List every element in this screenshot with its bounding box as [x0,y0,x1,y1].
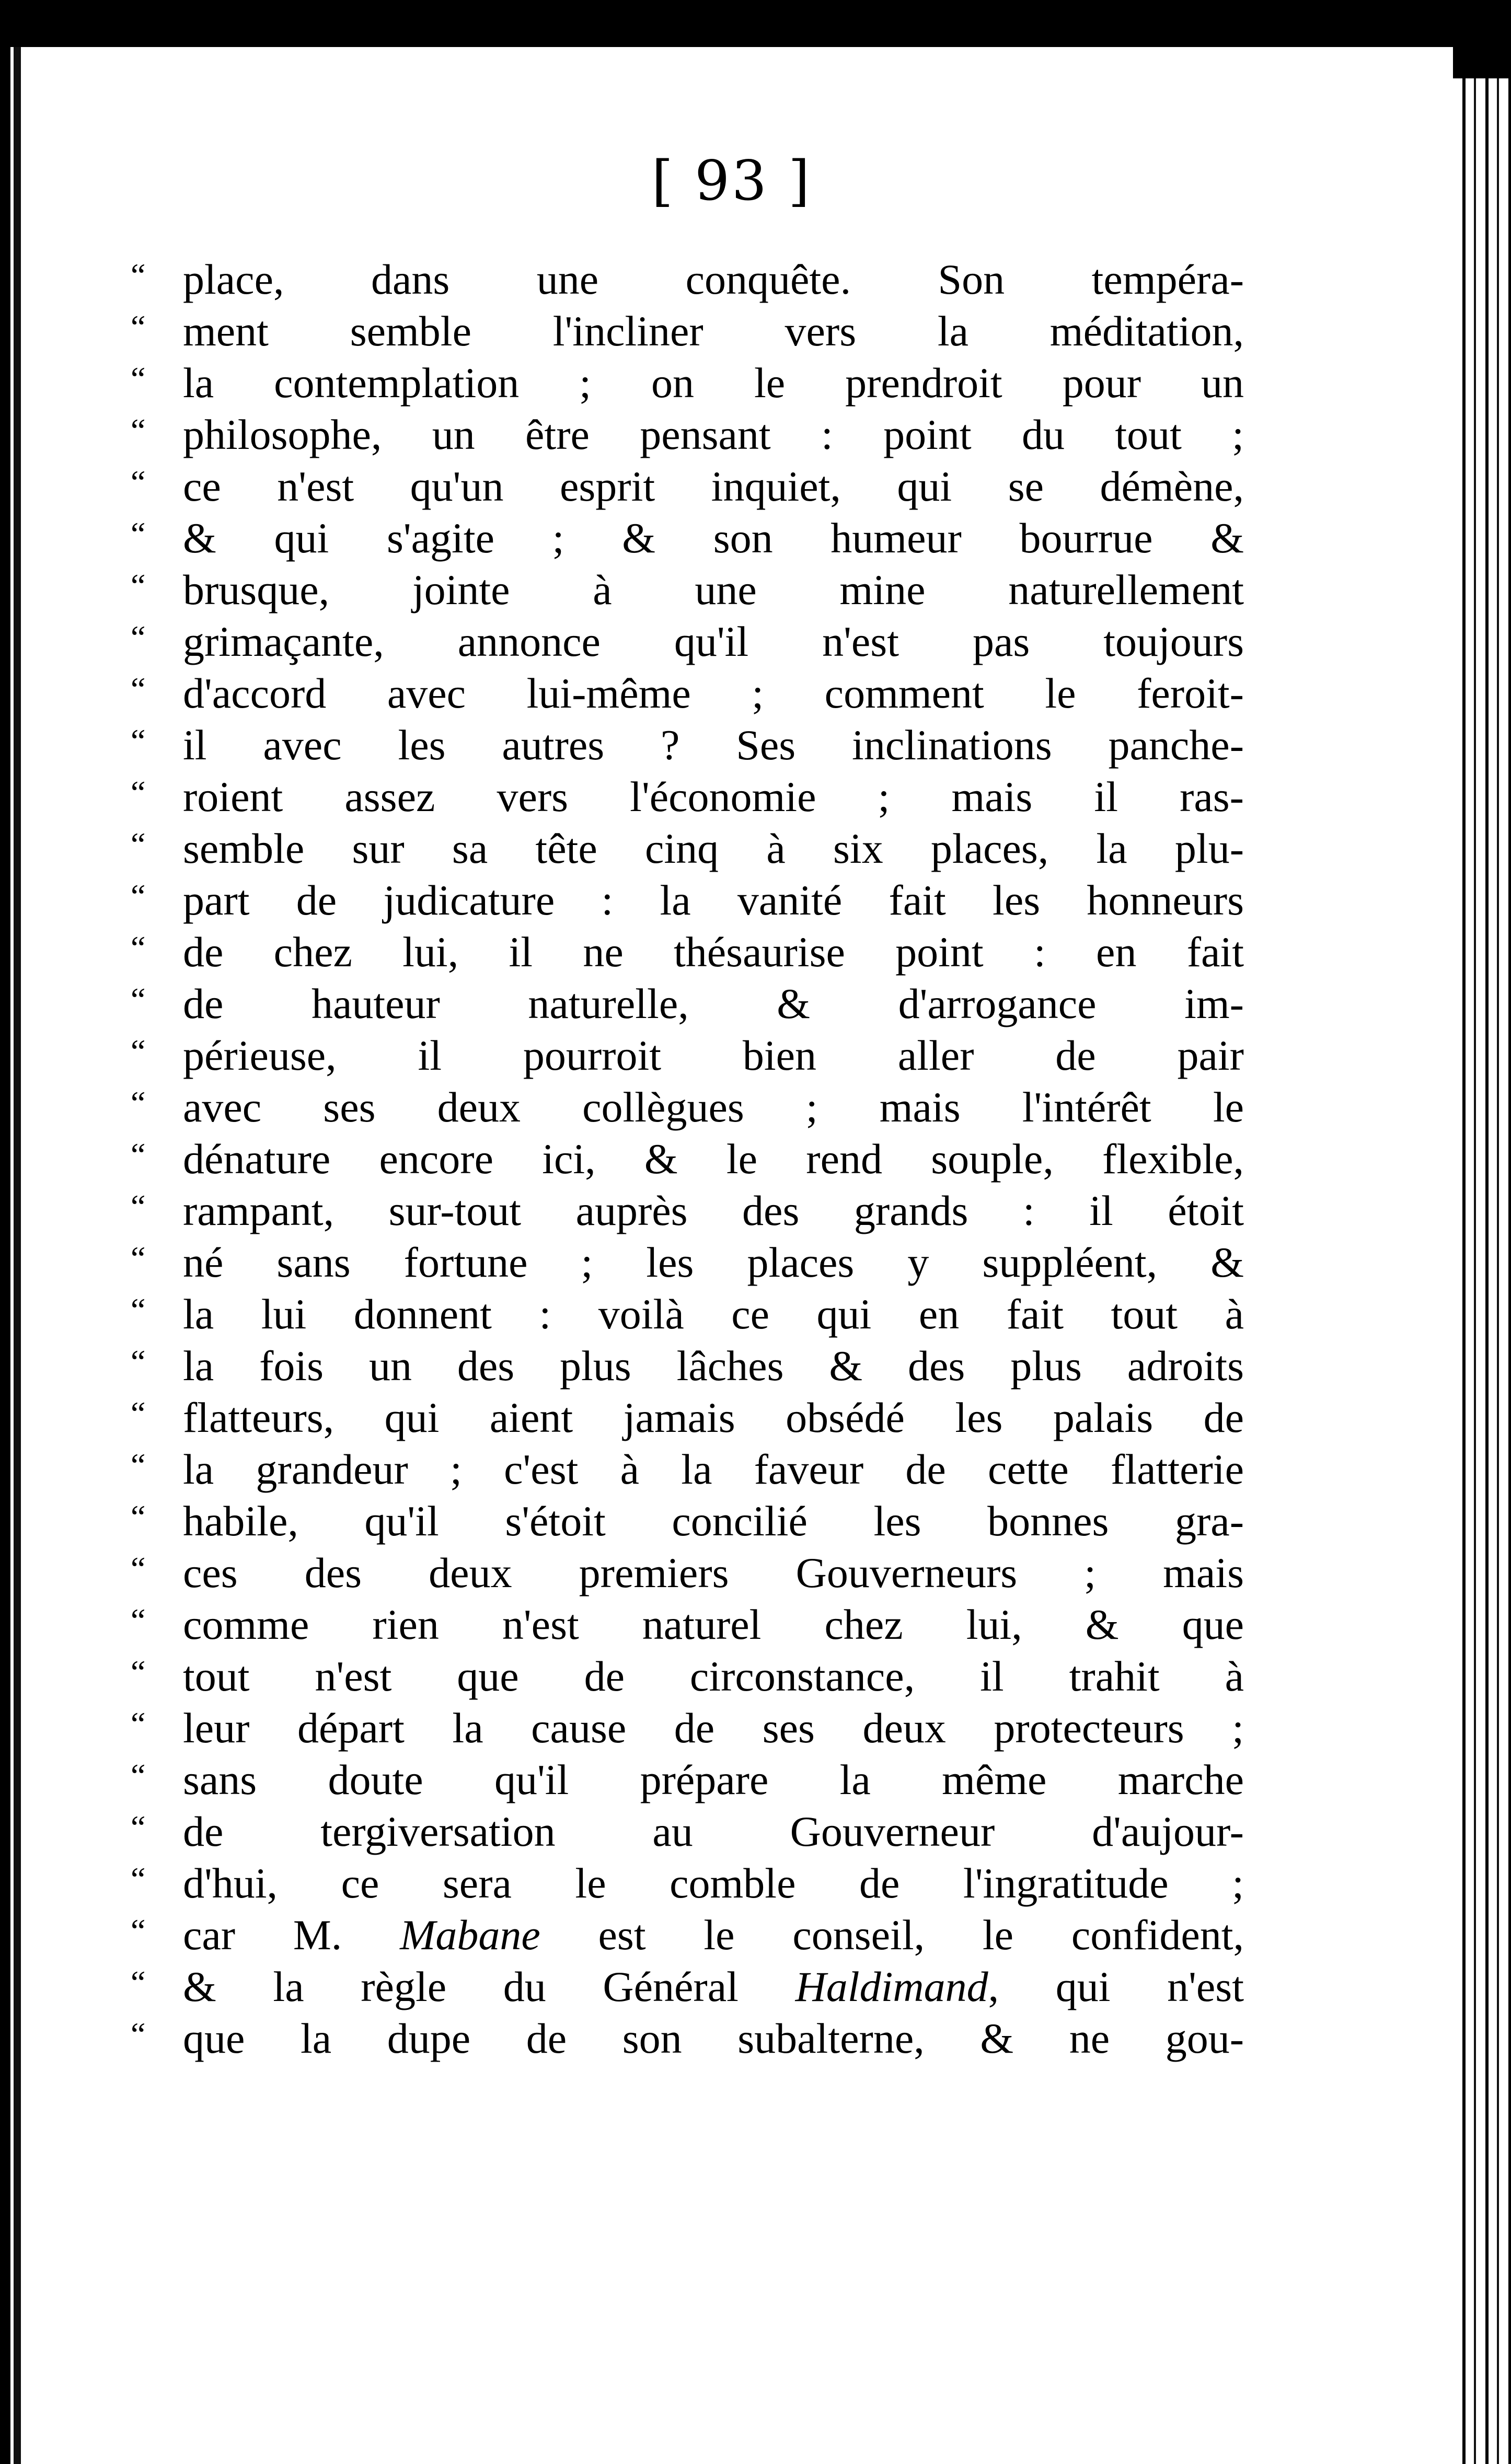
text-line [131,253,1244,305]
line-text: périeuse, il pourroit bien aller de pair [183,1032,1244,1079]
quote-mark: “ [131,360,146,397]
text-line [131,512,1244,564]
quote-mark: “ [131,1033,146,1070]
quote-mark: “ [131,619,146,656]
text-line [131,1185,1244,1236]
quote-mark: “ [131,464,146,501]
text-line [131,1806,1244,1857]
line-text: & la règle du Général Haldimand, qui n'est [183,1963,1244,2010]
line-text: il avec les autres ? Ses inclinations panche- [183,721,1244,769]
line-text: que la dupe de son subalterne, & ne gou- [183,2015,1244,2062]
text-line [131,357,1244,409]
page-number: [ 93 ] [651,149,812,213]
text-line [131,1961,1244,2012]
line-text: ces des deux premiers Gouverneurs ; mais [183,1549,1244,1597]
line-text: d'hui, ce sera le comble de l'ingratitude ; [183,1859,1244,1907]
line-text: brusque, jointe à une mine naturellement [183,566,1244,614]
text-line [131,1599,1244,1650]
line-text: flatteurs, qui aient jamais obsédé les palais de [183,1394,1244,1441]
text-line [131,1702,1244,1754]
text-line [131,1547,1244,1599]
line-text: ment semble l'incliner vers la méditation, [183,307,1244,355]
text-line [131,1236,1244,1288]
quote-mark: “ [131,722,146,759]
line-text: comme rien n'est naturel chez lui, & que [183,1601,1244,1648]
line-text: leur départ la cause de ses deux protecteurs ; [183,1704,1244,1752]
line-text: car M. Mabane est le conseil, le confident, [183,1911,1244,1959]
quote-mark: “ [131,1395,146,1432]
line-text: rampant, sur-tout auprès des grands : il étoit [183,1187,1244,1234]
text-line [131,1650,1244,1702]
quote-mark: “ [131,2016,146,2053]
line-text: avec ses deux collègues ; mais l'intérêt le [183,1083,1244,1131]
quote-mark: “ [131,412,146,449]
text-line [131,1909,1244,1961]
text-line [131,874,1244,926]
text-line [131,1288,1244,1340]
line-text: tout n'est que de circonstance, il trahit à [183,1652,1244,1700]
line-text: semble sur sa tête cinq à six places, la plu- [183,825,1244,872]
text-line [131,460,1244,512]
quote-mark: “ [131,929,146,966]
line-text: d'accord avec lui-même ; comment le feroit- [183,669,1244,717]
line-text: & qui s'agite ; & son humeur bourrue & [183,514,1244,562]
quote-mark: “ [131,308,146,345]
quote-mark: “ [131,515,146,552]
line-text: sans doute qu'il prépare la même marche [183,1756,1244,1803]
quote-mark: “ [131,1809,146,1846]
text-line [131,1392,1244,1443]
text-line [131,2012,1244,2064]
text-line [131,564,1244,616]
text-line [131,1443,1244,1495]
quote-mark: “ [131,877,146,915]
quote-mark: “ [131,1550,146,1587]
line-text: roient assez vers l'économie ; mais il ras- [183,773,1244,820]
text-line [131,1133,1244,1185]
quote-mark: “ [131,1188,146,1225]
line-text: né sans fortune ; les places y suppléent, & [183,1239,1244,1286]
text-line [131,978,1244,1029]
quote-mark: “ [131,981,146,1018]
book-page-edges [1453,78,1511,2464]
line-text: dénature encore ici, & le rend souple, flexible, [183,1135,1244,1183]
quote-mark: “ [131,1240,146,1277]
text-line [131,667,1244,719]
quote-mark: “ [131,1964,146,2001]
quote-mark: “ [131,1757,146,1794]
quote-mark: “ [131,1602,146,1639]
quote-mark: “ [131,257,146,294]
line-text: de hauteur naturelle, & d'arrogance im- [183,980,1244,1027]
text-line [131,1495,1244,1547]
gutter-shadow [14,47,21,2464]
text-line [131,1754,1244,1806]
quote-mark: “ [131,1705,146,1742]
text-lines [131,253,1244,1909]
quote-mark: “ [131,826,146,863]
line-text: la contemplation ; on le prendroit pour un [183,359,1244,407]
text-line [131,1029,1244,1081]
line-text: grimaçante, annonce qu'il n'est pas toujours [183,618,1244,665]
text-line [131,771,1244,823]
quote-mark: “ [131,1498,146,1535]
line-text: habile, qu'il s'étoit concilié les bonnes gra- [183,1497,1244,1545]
line-text: ce n'est qu'un esprit inquiet, qui se démène, [183,462,1244,510]
body-text [131,253,1244,2064]
line-text: la lui donnent : voilà ce qui en fait tout à [183,1290,1244,1338]
quote-mark: “ [131,1084,146,1121]
line-text: philosophe, un être pensant : point du tout ; [183,411,1244,458]
text-line [131,409,1244,460]
text-line [131,1340,1244,1392]
line-text: de tergiversation au Gouverneur d'aujour- [183,1808,1244,1855]
text-line [131,1081,1244,1133]
line-text: de chez lui, il ne thésaurise point : en fait [183,928,1244,976]
quote-mark: “ [131,1860,146,1898]
name-haldimand: Haldimand [795,1963,988,2010]
quote-mark: “ [131,1136,146,1173]
quote-mark: “ [131,1653,146,1691]
line-text: la fois un des plus lâches & des plus adroits [183,1342,1244,1390]
book-page [10,47,1453,2464]
text-line [131,305,1244,357]
text-line [131,616,1244,667]
line-text: part de judicature : la vanité fait les honneurs [183,876,1244,924]
quote-mark: “ [131,1343,146,1380]
text-line [131,719,1244,771]
quote-mark: “ [131,670,146,708]
text-line [131,926,1244,978]
quote-mark: “ [131,567,146,604]
quote-mark: “ [131,774,146,811]
line-text: la grandeur ; c'est à la faveur de cette flatterie [183,1445,1244,1493]
quote-mark: “ [131,1447,146,1484]
text-line [131,823,1244,874]
quote-mark: “ [131,1291,146,1328]
quote-mark: “ [131,1912,146,1949]
text-line [131,1857,1244,1909]
name-mabane: Mabane [400,1911,540,1959]
line-text: place, dans une conquête. Son tempéra- [183,256,1244,303]
